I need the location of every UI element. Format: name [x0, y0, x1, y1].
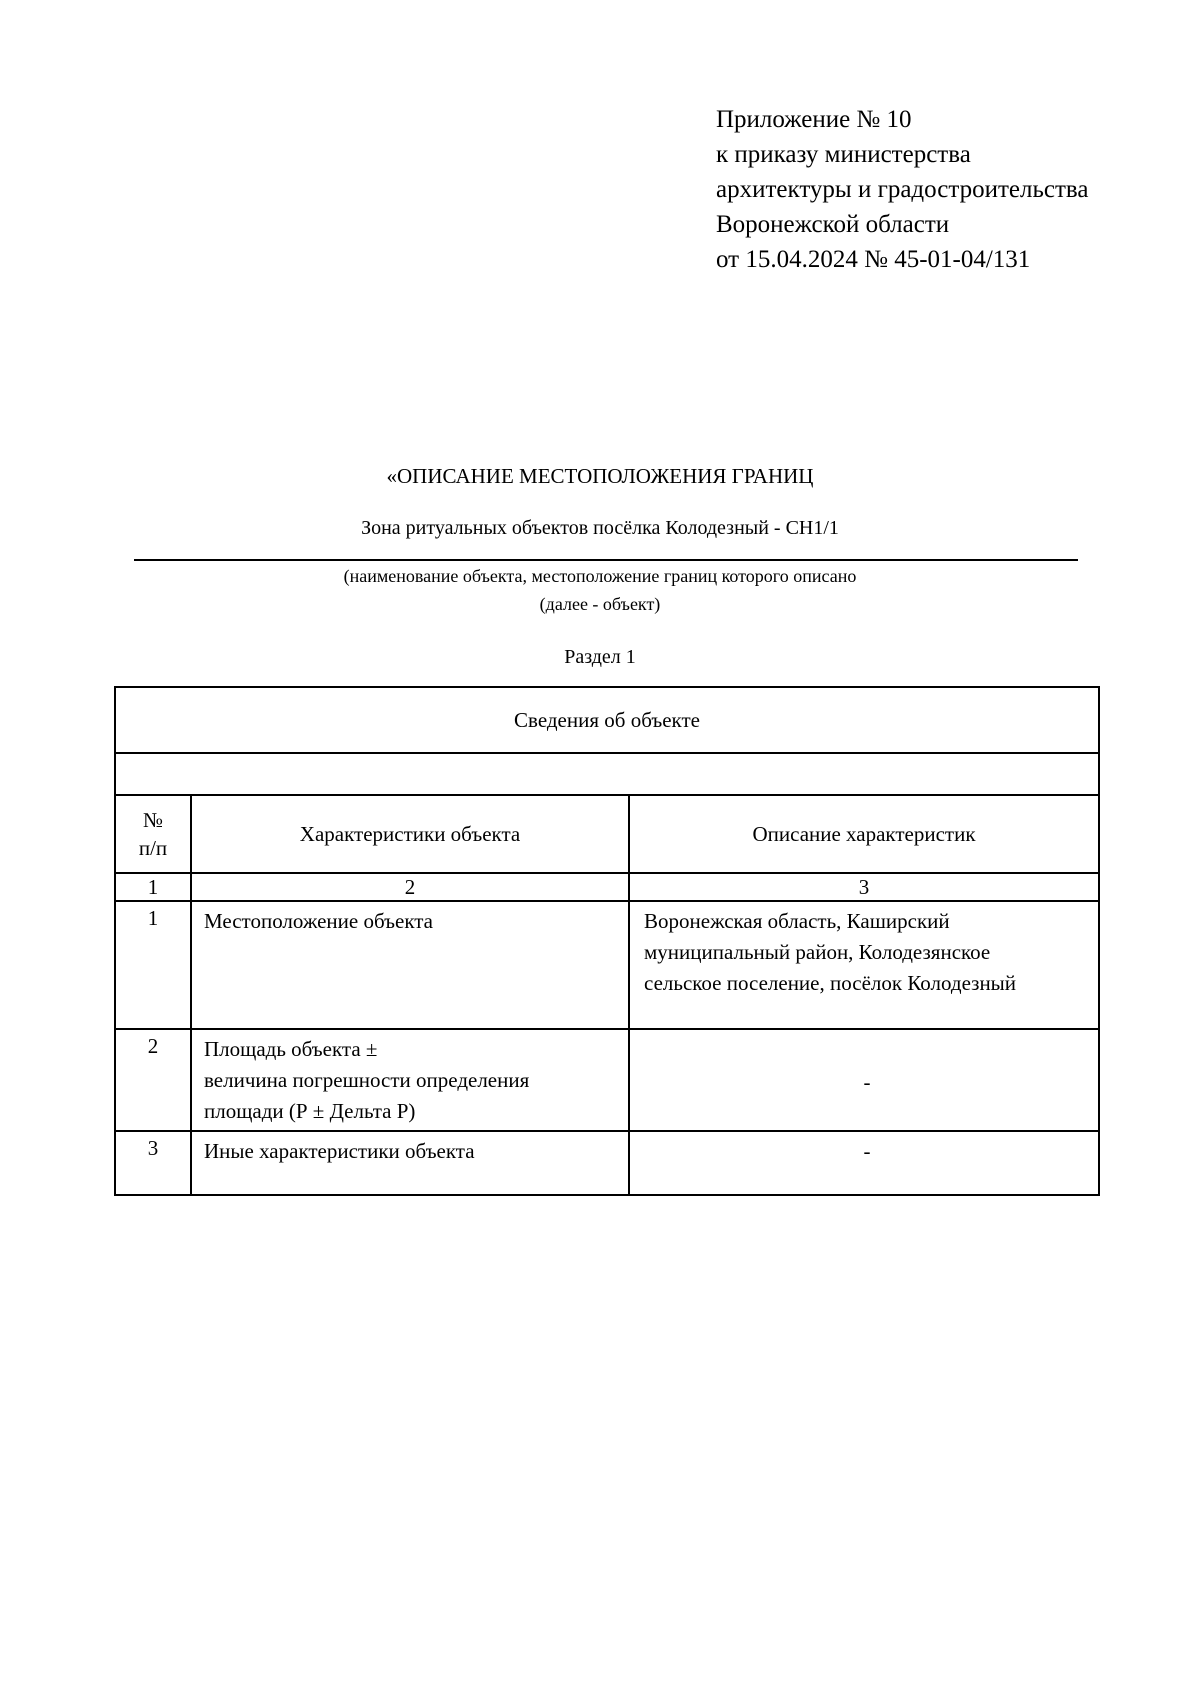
object-name-underline	[134, 559, 1078, 561]
row-characteristic-line: Иные характеристики объекта	[204, 1139, 475, 1163]
annex-number: Приложение № 10	[716, 106, 912, 133]
row-description: -	[629, 1029, 1099, 1131]
object-name: Зона ритуальных объектов посёлка Колодезный - СН1/1	[361, 517, 839, 539]
column-header-characteristic: Характеристики объекта	[191, 795, 629, 873]
column-number-2: 2	[191, 873, 629, 901]
annex-region-line: Воронежской области	[716, 211, 950, 238]
annex-ministry-line: архитектуры и градостроительства	[716, 176, 1089, 203]
row-characteristic-line: площади (Р ± Дельта Р)	[204, 1099, 416, 1123]
column-header-row	[115, 795, 1099, 873]
row-description: -	[629, 1131, 1099, 1195]
table-spacer-row	[115, 753, 1099, 795]
row-characteristic-line: Площадь объекта ±	[204, 1037, 378, 1061]
row-description-line: Воронежская область, Каширский	[644, 909, 950, 933]
table-row	[115, 901, 1099, 1029]
object-caption-line-1: (наименование объекта, местоположение границ которого описано	[343, 566, 857, 586]
row-description	[629, 901, 1099, 1029]
table-spacer-cell	[115, 753, 1099, 795]
row-characteristic	[191, 901, 629, 1029]
row-characteristic-line: Местоположение объекта	[204, 909, 434, 933]
row-number: 2	[115, 1029, 191, 1131]
section-title: Раздел 1	[564, 646, 636, 668]
document-title: «ОПИСАНИЕ МЕСТОПОЛОЖЕНИЯ ГРАНИЦ	[386, 464, 814, 488]
row-number: 1	[115, 901, 191, 1029]
row-description-line: сельское поселение, посёлок Колодезный	[644, 971, 1017, 995]
table-heading-row	[115, 687, 1099, 753]
row-characteristic	[191, 1029, 629, 1131]
object-info-table	[114, 686, 1100, 1196]
table-heading: Сведения об объекте	[115, 687, 1099, 753]
column-number-1: 1	[115, 873, 191, 901]
column-header-description: Описание характеристик	[629, 795, 1099, 873]
annex-block	[716, 102, 1088, 277]
table-row	[115, 1131, 1099, 1195]
object-caption-line-2: (далее - объект)	[539, 594, 661, 614]
row-number: 3	[115, 1131, 191, 1195]
row-characteristic-line: величина погрешности определения	[204, 1068, 530, 1092]
annex-order-line: к приказу министерства	[716, 141, 971, 168]
column-header-number-symbol: №	[142, 808, 164, 832]
row-description-line: муниципальный район, Колодезянское	[644, 940, 991, 964]
column-header-number-abbr: п/п	[138, 836, 168, 860]
row-characteristic	[191, 1131, 629, 1195]
column-number-row	[115, 873, 1099, 901]
column-number-3: 3	[629, 873, 1099, 901]
table-row	[115, 1029, 1099, 1131]
column-header-number	[115, 795, 191, 873]
annex-date-line: от 15.04.2024 № 45-01-04/131	[716, 246, 1031, 273]
